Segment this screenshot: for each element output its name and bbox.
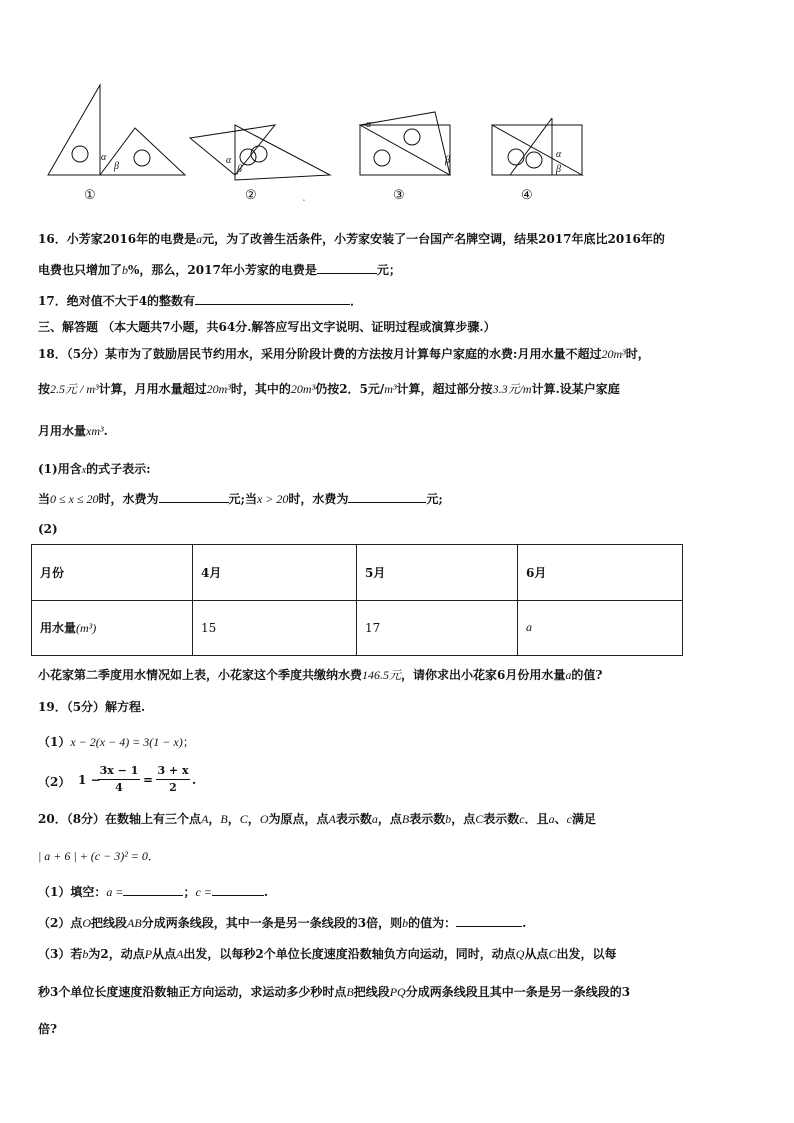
q19-eq1: （1）x − 2(x − 4) = 3(1 − x)； bbox=[38, 735, 195, 749]
alpha-2: α bbox=[226, 155, 232, 166]
q18-line3: 月用水量xm³. bbox=[38, 424, 108, 438]
q20-part2: （2）点O把线段AB分成两条线段，其中一条是另一条线段的3倍，则b的值为： . bbox=[38, 916, 527, 930]
table-row-label: 用水量(m³) bbox=[32, 600, 193, 656]
q19-eq2-num2: 3 + x bbox=[157, 764, 189, 777]
q20-blank-a[interactable] bbox=[123, 884, 183, 896]
alpha-4: α bbox=[556, 149, 562, 160]
table-header-jun: 6月 bbox=[518, 545, 683, 601]
figure-2 bbox=[190, 125, 330, 180]
table-cell-may: 17 bbox=[357, 600, 518, 656]
table-row bbox=[32, 545, 683, 601]
q19-title: 19．（5分）解方程. bbox=[38, 700, 146, 714]
q18-part1-line2: 当0 ≤ x ≤ 20时，水费为 元;当x > 20时，水费为 元; bbox=[38, 492, 443, 506]
water-usage-table bbox=[31, 544, 683, 656]
q18-blank-1[interactable] bbox=[159, 491, 229, 503]
q19-eq2-den1: 4 bbox=[115, 781, 123, 794]
q17: 17．绝对值不大于4的整数有 ． bbox=[38, 294, 363, 308]
section-3-heading: 三、解答题 （本大题共7小题，共64分.解答应写出文字说明、证明过程或演算步骤.） bbox=[38, 320, 496, 334]
q20-part3-line3: 倍? bbox=[38, 1022, 58, 1036]
q20-condition: | a + 6 | + (c − 3)² = 0． bbox=[38, 849, 160, 863]
table-cell-apr: 15 bbox=[193, 600, 357, 656]
beta-1: β bbox=[114, 161, 119, 172]
table-header-apr: 4月 bbox=[193, 545, 357, 601]
figure-3 bbox=[360, 112, 450, 175]
beta-3: β bbox=[445, 155, 450, 166]
q18-part2: (2) bbox=[38, 522, 58, 536]
q19-eq2-equals: = bbox=[143, 773, 154, 787]
q18-blank-2[interactable] bbox=[348, 491, 426, 503]
table-row bbox=[32, 600, 683, 656]
q19-eq2-num1: 3x − 1 bbox=[99, 764, 139, 777]
beta-4: β bbox=[556, 164, 561, 175]
q19-eq2-pre: 1 − bbox=[78, 773, 101, 787]
q18-part1: (1)用含x的式子表示: bbox=[38, 462, 151, 476]
table-header-month: 月份 bbox=[32, 545, 193, 601]
figure-label-2: ② bbox=[245, 188, 257, 203]
q18-line2: 按2.5元 / m³计算，月用水量超过20m³时，其中的20m³仍按2．5元/m³计算，超过部分按3.3元/m计算.设某户家庭 bbox=[38, 382, 620, 396]
q16-answer-blank[interactable] bbox=[317, 262, 377, 274]
q19-eq2-fraction-bar-1 bbox=[98, 779, 140, 780]
q20-part1: （1）填空：a = ；c = . bbox=[38, 885, 269, 899]
q20-blank-c[interactable] bbox=[212, 884, 264, 896]
q19-eq2-label: （2） bbox=[38, 775, 71, 789]
q20-line1: 20．（8分）在数轴上有三个点A，B，C，O为原点，点A表示数a，点B表示数b，点C表示数c．且a、c满足 bbox=[38, 812, 596, 826]
q17-answer-blank[interactable] bbox=[195, 293, 350, 305]
table-cell-jun: a bbox=[518, 600, 683, 656]
figure-label-1: ① bbox=[84, 188, 96, 203]
q19-eq2-fraction-bar-2 bbox=[156, 779, 190, 780]
stray-dot: . bbox=[302, 190, 306, 204]
q16-line1: 16．小芳家2016年的电费是a元，为了改善生活条件，小芳家安装了一台国产名牌空调，结果2017年底比2016年的 bbox=[38, 232, 665, 246]
figure-4 bbox=[492, 118, 582, 175]
figure-label-3: ③ bbox=[393, 188, 405, 203]
q20-part3-line2: 秒3个单位长度速度沿数轴正方向运动，求运动多少秒时点B把线段PQ分成两条线段且其中一条是另一条线段的3 bbox=[38, 985, 631, 999]
alpha-1: α bbox=[101, 152, 107, 163]
q18-question: 小花家第二季度用水情况如上表，小花家这个季度共缴纳水费146.5元，请你求出小花家6月份用水量a的值? bbox=[38, 668, 603, 682]
q19-eq2-end: . bbox=[192, 773, 197, 787]
q20-part3-line1: （3）若b为2，动点P从点A出发，以每秒2个单位长度速度沿数轴负方向运动，同时，动点Q从点C出发，以每 bbox=[38, 947, 617, 961]
figure-label-4: ④ bbox=[521, 188, 533, 203]
q18-line1: 18．（5分）某市为了鼓励居民节约用水，采用分阶段计费的方法按月计算每户家庭的水费:月用水量不超过20m³时， bbox=[38, 347, 650, 361]
beta-2: β bbox=[237, 164, 242, 175]
q20-blank-b[interactable] bbox=[456, 915, 522, 927]
q16-line2: 电费也只增加了b%，那么，2017年小芳家的电费是 元； bbox=[38, 263, 401, 277]
table-header-may: 5月 bbox=[357, 545, 518, 601]
q19-eq2-den2: 2 bbox=[169, 781, 177, 794]
alpha-3: α bbox=[366, 119, 372, 130]
